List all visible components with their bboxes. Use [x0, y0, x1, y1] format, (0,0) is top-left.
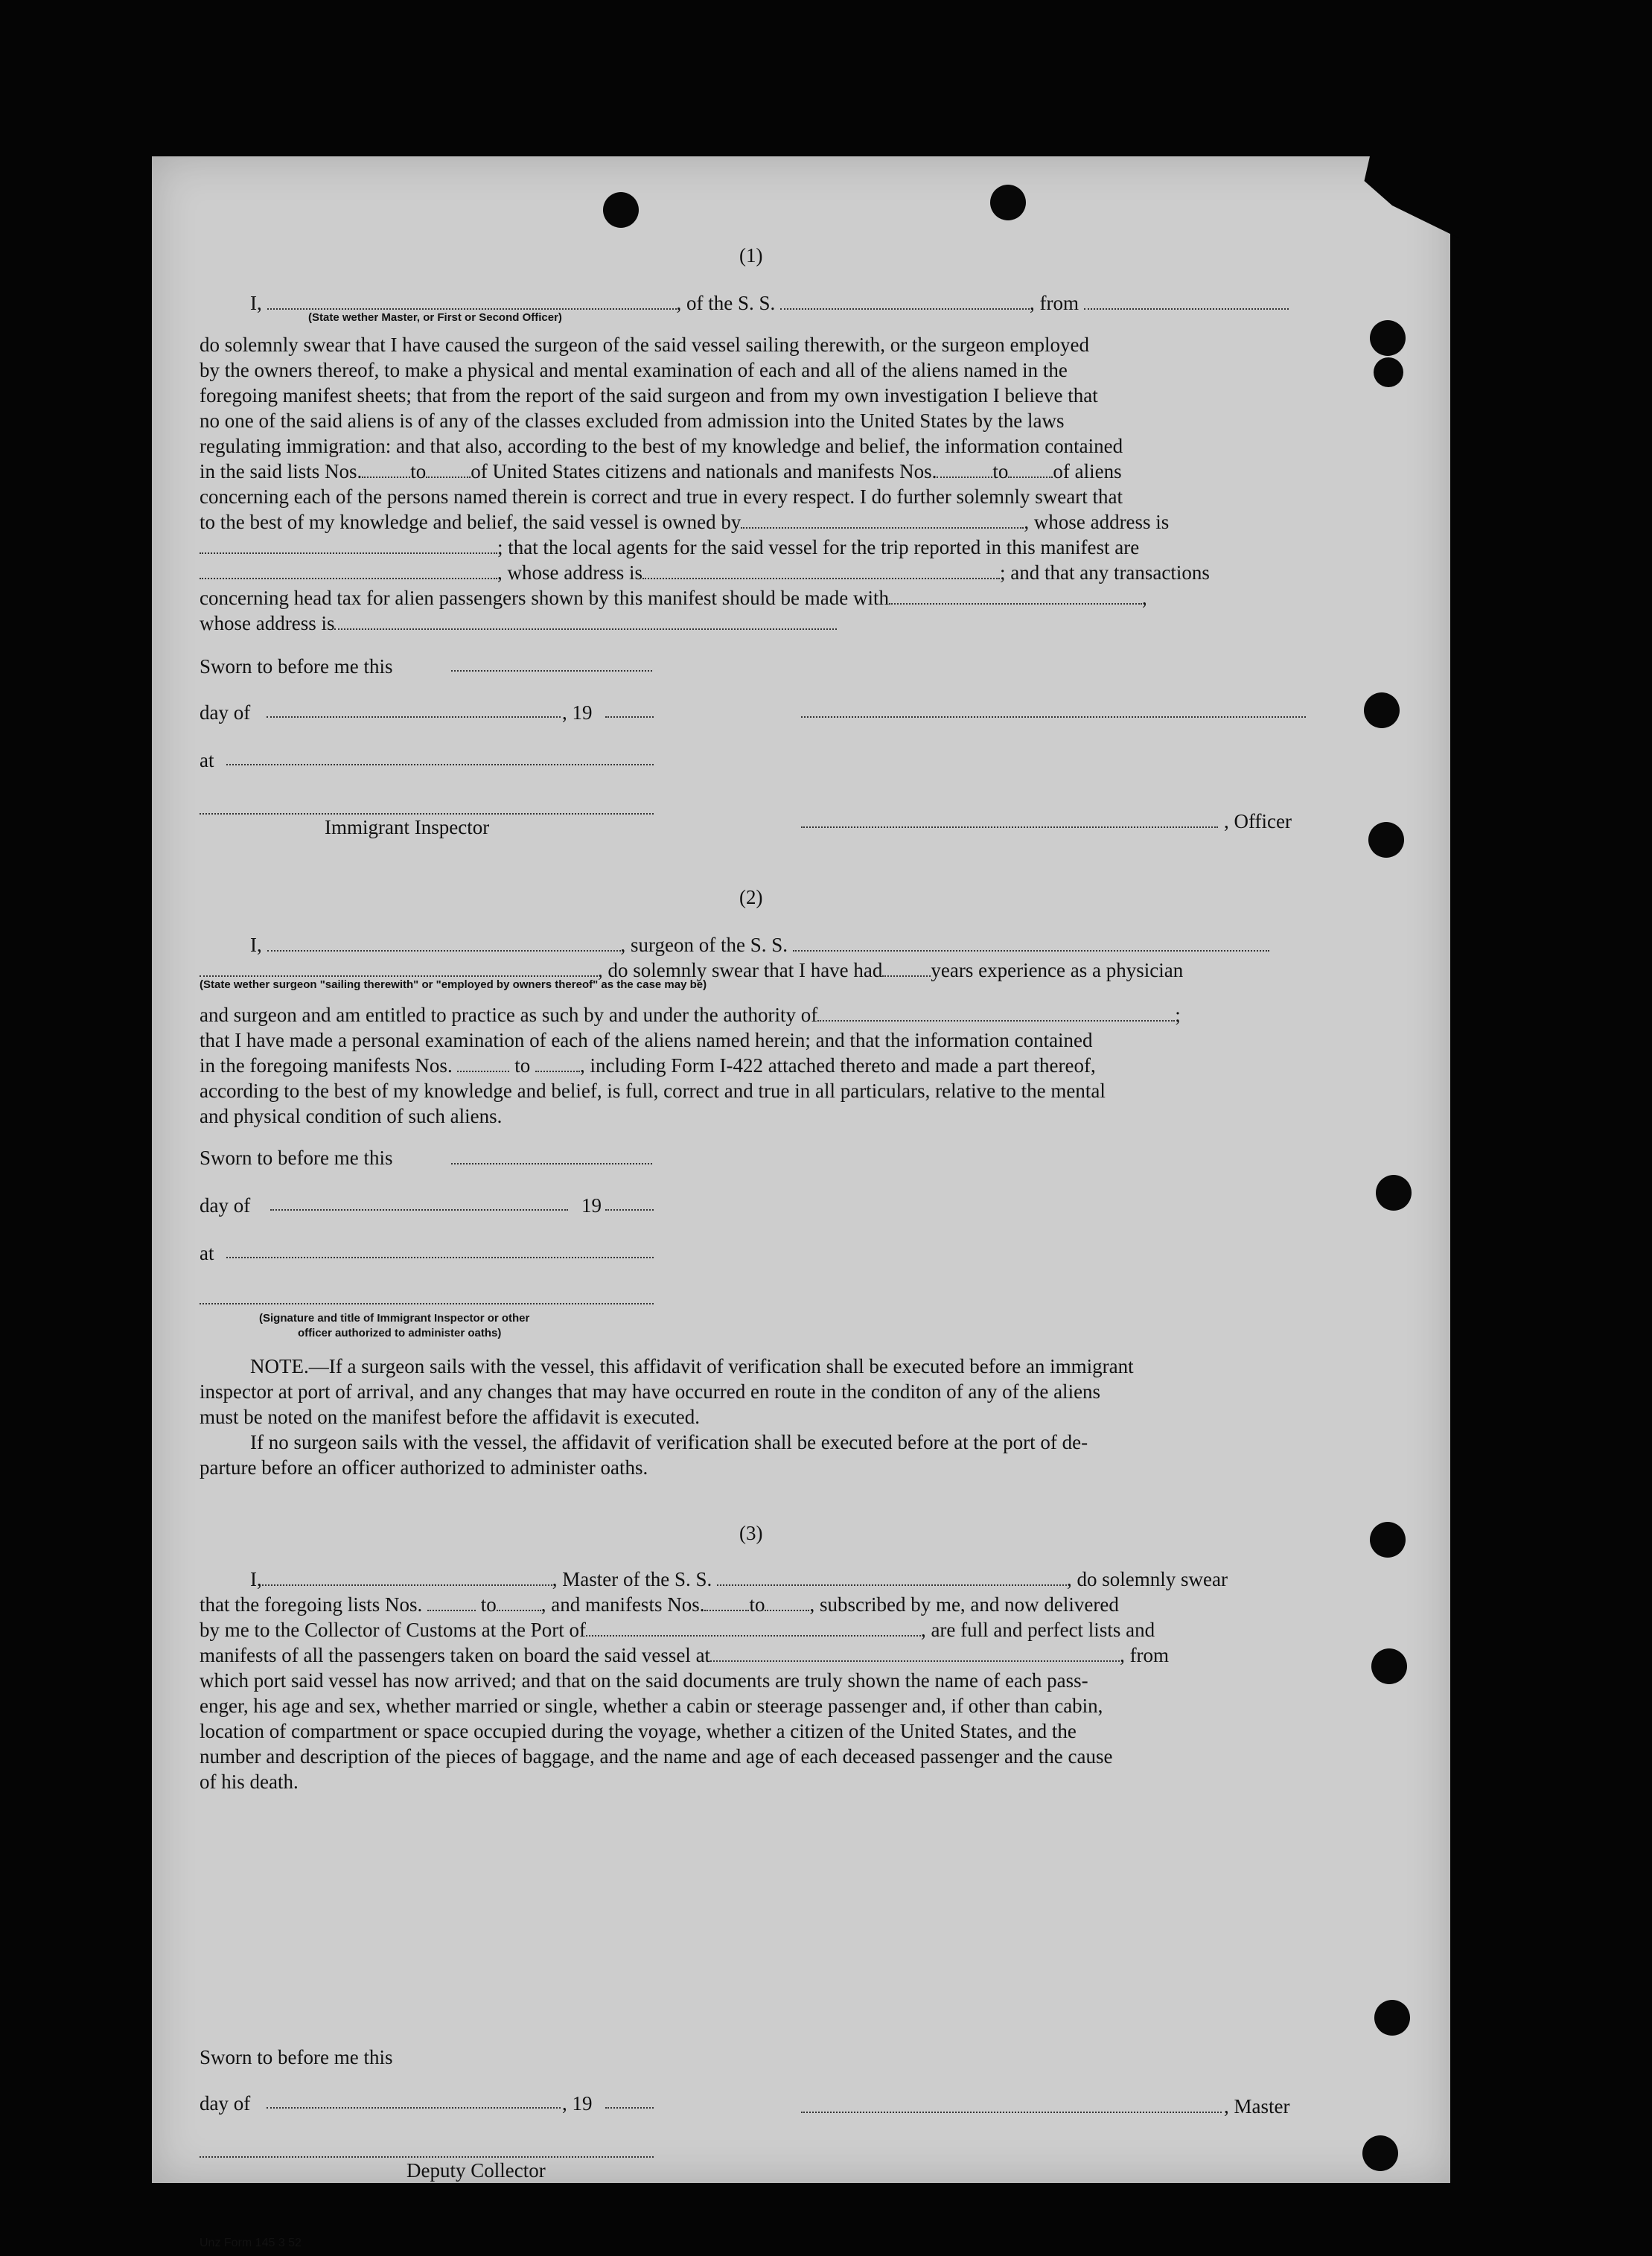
- officer-signature-line[interactable]: [801, 825, 1218, 828]
- blank-field[interactable]: [451, 669, 652, 672]
- blank-field[interactable]: [362, 474, 410, 478]
- blank-field[interactable]: [226, 762, 654, 765]
- section-number: (2): [739, 886, 763, 908]
- blank-field[interactable]: [334, 625, 837, 630]
- blank-field[interactable]: [937, 474, 992, 478]
- blank-field[interactable]: [457, 1068, 509, 1072]
- field-hint: (State wether Master, or First or Second Officer): [308, 311, 562, 324]
- punch-hole: [990, 185, 1026, 220]
- blank-field[interactable]: [765, 1607, 809, 1611]
- punch-hole: [603, 192, 639, 228]
- punch-hole: [1376, 1175, 1412, 1211]
- blank-field[interactable]: [717, 1581, 1067, 1586]
- blank-field[interactable]: [267, 2106, 561, 2109]
- inspector-signature-line[interactable]: [200, 1301, 654, 1304]
- section1-body: do solemnly swear that I have caused the surgeon of the said vessel sailing therewith, or the surgeon employed by the owners thereof, to make a physical and mental examination of each and all of the aliens named in the foregoing manifest sheets; that from the report of the said surgeon and from my own investigation I believe that no one of the said aliens is of any of the classes excluded from admission into the United States by the laws regulating immigration: and that also, according to the best of my knowledge and belief, the information contained: [200, 334, 1123, 457]
- blank-field[interactable]: [817, 1017, 1175, 1022]
- sworn-label: Sworn to before me this: [200, 655, 393, 678]
- blank-field[interactable]: [793, 947, 1269, 952]
- blank-field[interactable]: [642, 575, 1000, 579]
- punch-hole: [1374, 357, 1403, 387]
- punch-hole: [1368, 822, 1404, 858]
- blank-field[interactable]: [226, 1255, 654, 1258]
- blank-field[interactable]: [710, 1657, 1120, 1662]
- blank-field[interactable]: [200, 549, 497, 554]
- field-hint: (State wether surgeon "sailing therewith" or "employed by owners thereof" as the case may be): [200, 978, 707, 991]
- blank-field[interactable]: [267, 947, 621, 952]
- section1-line-i: I, , of the S. S. , from: [250, 290, 1289, 316]
- form-number: Unz Form 145 3 52: [200, 2237, 302, 2249]
- blank-field[interactable]: [427, 1607, 476, 1611]
- blank-field[interactable]: [200, 972, 598, 977]
- punch-hole: [1362, 2135, 1398, 2171]
- blank-field[interactable]: [267, 715, 561, 718]
- section-number: (3): [739, 1522, 763, 1544]
- blank-field[interactable]: [426, 474, 471, 478]
- blank-field[interactable]: [605, 1208, 654, 1211]
- blank-field[interactable]: [262, 1581, 552, 1586]
- blank-field[interactable]: [200, 575, 497, 579]
- blank-field[interactable]: [1084, 305, 1289, 310]
- blank-field[interactable]: [704, 1607, 749, 1611]
- blank-field[interactable]: [882, 972, 931, 977]
- master-signature-line[interactable]: [801, 2110, 1222, 2113]
- punch-hole: [1374, 2000, 1410, 2036]
- blank-field[interactable]: [889, 600, 1142, 605]
- blank-field[interactable]: [535, 1068, 580, 1072]
- punch-hole: [1364, 692, 1400, 728]
- punch-hole: [1371, 1648, 1407, 1684]
- blank-field[interactable]: [267, 305, 677, 310]
- blank-field[interactable]: [1008, 474, 1053, 478]
- blank-field[interactable]: [780, 305, 1030, 310]
- section-number: (1): [739, 244, 763, 267]
- blank-field[interactable]: [586, 1632, 921, 1637]
- blank-field[interactable]: [270, 1208, 568, 1211]
- punch-hole: [1370, 1522, 1406, 1558]
- blank-field[interactable]: [451, 1162, 652, 1164]
- blank-field[interactable]: [741, 524, 1024, 529]
- blank-field[interactable]: [605, 2106, 654, 2109]
- section3-body: which port said vessel has now arrived; and that on the said documents are truly shown the name of each pass- enger, his age and sex, whether married or single, whether a cabin or steerage passenger and, if other than cabin, location of compartment or space occupied during the voyage, whether a citizen of the United States, and the number and description of the pieces of baggage, and the name and age of each deceased passenger and the cause of his death.: [200, 1669, 1113, 1793]
- officer-signature-line[interactable]: [801, 715, 1306, 718]
- blank-field[interactable]: [497, 1607, 541, 1611]
- blank-field[interactable]: [605, 715, 654, 718]
- note: NOTE.—If a surgeon sails with the vessel, this affidavit of verification shall be executed before an immigrant: [250, 1355, 1134, 1377]
- punch-hole: [1370, 320, 1406, 356]
